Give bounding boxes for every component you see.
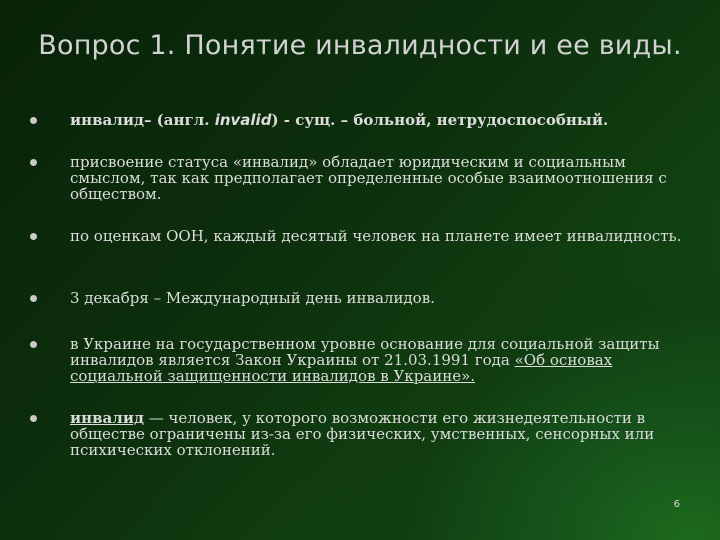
- definition-prefix: инвалид– (англ.: [70, 111, 215, 129]
- term-explanation: — человек, у которого возможности его жизнедеятельности в обществе ограничены из-за его физических, умственных, сенсорных или психических отклонений.: [70, 409, 655, 459]
- bullet-text: [70, 112, 690, 128]
- bullet-text: [70, 336, 690, 384]
- definition-suffix: ) - сущ. – больной, нетрудоспособный.: [271, 111, 609, 129]
- bullet-dot: [30, 415, 37, 422]
- bullet-dot: [30, 117, 37, 124]
- bullet-dot: [30, 341, 37, 348]
- definition-english-word: invalid: [214, 111, 272, 129]
- bullet-dot: [30, 159, 37, 166]
- law-intro: в Украине на государственном уровне основание для социальной защиты инвалидов является Закон Украины от 21.03.1991 года: [70, 335, 660, 369]
- bullet-text: 3 декабря – Международный день инвалидов.: [70, 289, 435, 307]
- page-number: 6: [673, 499, 680, 510]
- bullet-text: [70, 410, 690, 458]
- law-title-link[interactable]: «Об основах социальной защищенности инвалидов в Украине».: [70, 351, 613, 385]
- bullet-text: по оценкам ООН, каждый десятый человек на планете имеет инвалидность.: [70, 227, 682, 245]
- term-link[interactable]: инвалид: [70, 409, 144, 427]
- slide-title: Вопрос 1. Понятие инвалидности и ее виды.: [38, 30, 682, 61]
- bullet-dot: [30, 295, 37, 302]
- bullet-dot: [30, 233, 37, 240]
- bullet-text: присвоение статуса «инвалид» обладает юридическим и социальным смыслом, так как предполагает определенные особые взаимоотношения с обществом.: [70, 153, 667, 203]
